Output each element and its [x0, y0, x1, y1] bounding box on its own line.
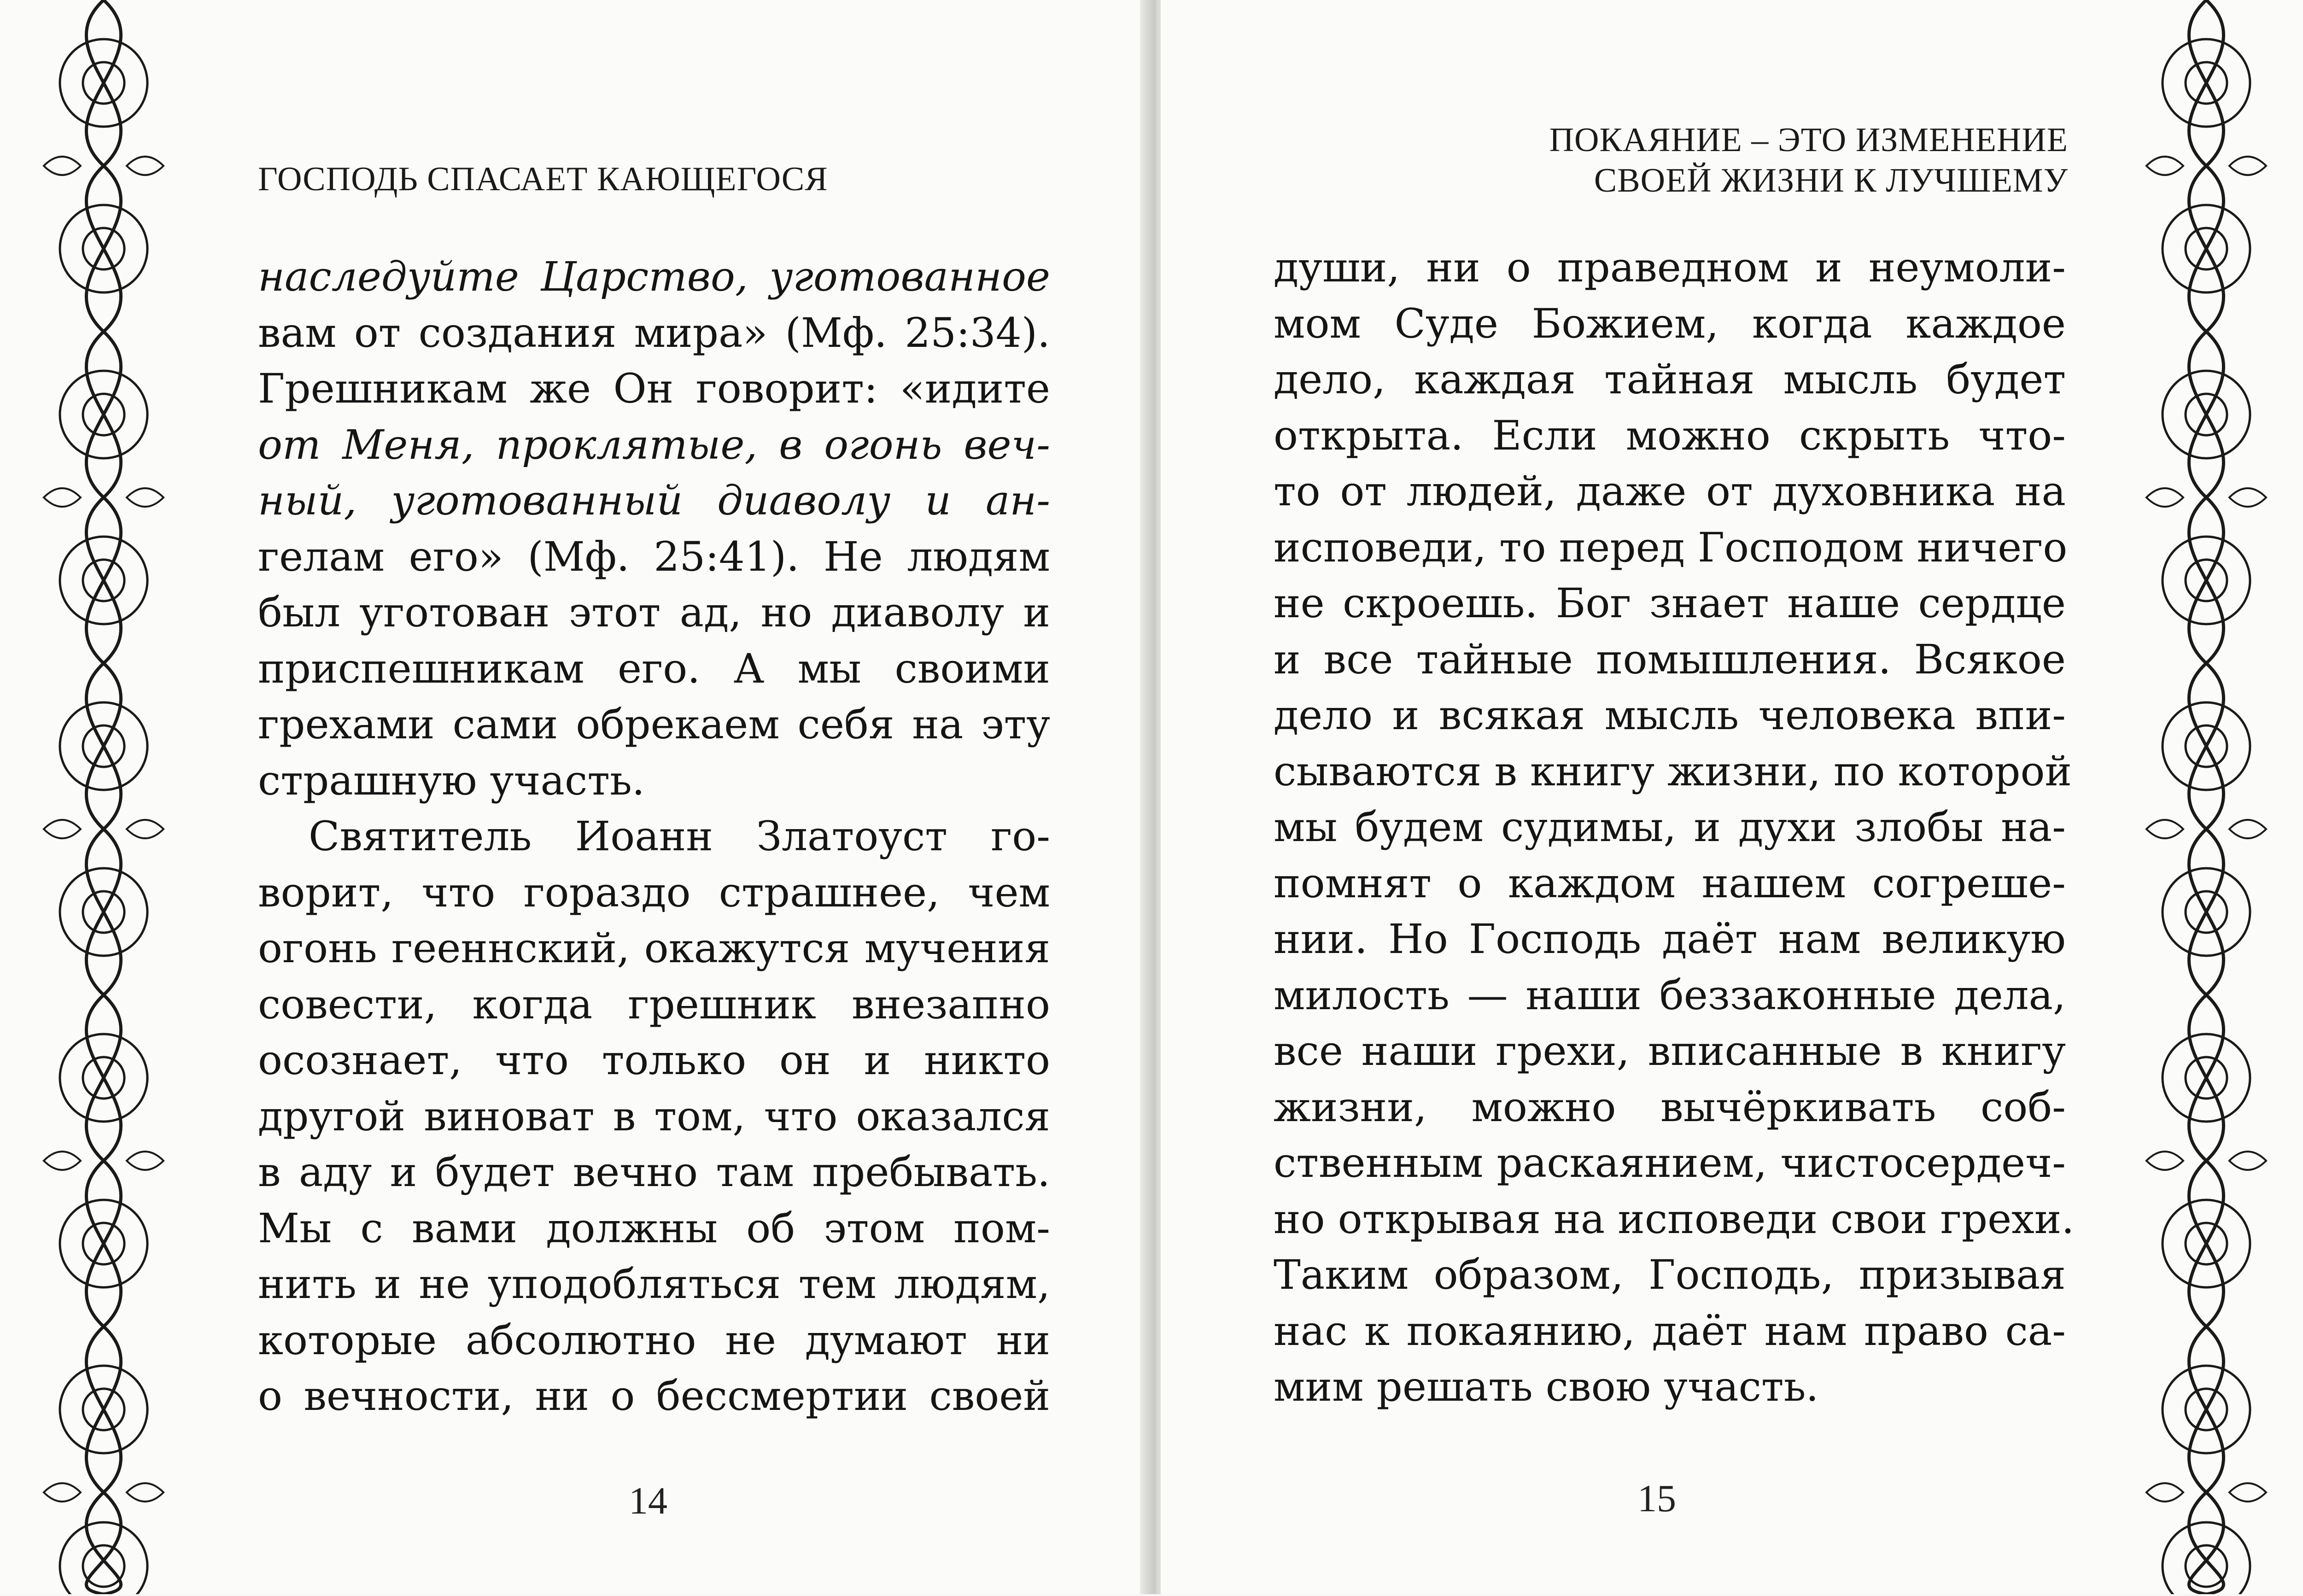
- text-line: исповеди, то перед Господом ничего: [1274, 523, 2068, 571]
- text-line: дело и всякая мысль человека впи-: [1274, 691, 2066, 739]
- left-running-head: ГОСПОДЬ СПАСАЕТ КАЮЩЕГОСЯ: [258, 160, 828, 198]
- text-line: Святитель Иоанн Златоуст го-: [309, 813, 1050, 860]
- right-running-head: [1474, 120, 2068, 201]
- text-line: совести, когда грешник внезапно: [258, 980, 1050, 1028]
- text-line: от Меня, проклятые, в огонь веч-: [258, 421, 1050, 468]
- text-line: огонь гееннский, окажутся мучения: [258, 924, 1050, 972]
- left-page-number: 14: [629, 1479, 667, 1522]
- text-line: приспешникам его. А мы своими: [258, 644, 1050, 692]
- right-ornamental-border: [2128, 0, 2285, 1594]
- text-line: души, ни о праведном и неумоли-: [1274, 244, 2066, 291]
- text-line: гелам его» (Мф. 25:41). Не людям: [258, 532, 1050, 580]
- text-line: в аду и будет вечно там пребывать.: [258, 1148, 1050, 1196]
- text-line: о вечности, ни о бессмертии своей: [258, 1372, 1050, 1420]
- running-head-line: СВОЕЙ ЖИЗНИ К ЛУЧШЕМУ: [1594, 162, 2068, 199]
- text-line: ственным раскаянием, чистосердеч-: [1274, 1139, 2066, 1187]
- right-page-number: 15: [1637, 1477, 1676, 1520]
- text-line: грехами сами обрекаем себя на эту: [258, 701, 1050, 748]
- text-line: мы будем судимы, и духи злобы на-: [1274, 803, 2066, 851]
- text-line: ный, уготованный диаволу и ан-: [258, 477, 1050, 524]
- text-line: нас к покаянию, даёт нам право са-: [1274, 1307, 2066, 1355]
- text-line: не скроешь. Бог знает наше сердце: [1274, 579, 2066, 627]
- text-line: то от людей, даже от духовника на: [1274, 468, 2066, 515]
- right-body-text: [1274, 240, 2075, 1415]
- text-line: Мы с вами должны об этом пом-: [258, 1204, 1050, 1252]
- left-ornamental-border: [25, 0, 182, 1594]
- text-line: нить и не уподобляться тем людям,: [258, 1260, 1050, 1308]
- vine-ornament-icon: [2128, 0, 2285, 1594]
- text-line: страшную участь.: [258, 756, 645, 804]
- text-line: милость — наши беззаконные дела,: [1274, 971, 2066, 1019]
- text-line: мом Суде Божием, когда каждое: [1274, 299, 2066, 347]
- text-line: которые абсолютно не думают ни: [258, 1316, 1050, 1364]
- left-page: [0, 0, 1147, 1594]
- text-line: мим решать свою участь.: [1274, 1363, 1819, 1410]
- running-head-line: ПОКАЯНИЕ – ЭТО ИЗМЕНЕНИЕ: [1549, 121, 2068, 159]
- text-line: и все тайные помышления. Всякое: [1274, 635, 2066, 683]
- text-line: ворит, что гораздо страшнее, чем: [258, 868, 1050, 916]
- text-line: помнят о каждом нашем согреше-: [1274, 859, 2066, 907]
- text-line: открыта. Если можно скрыть что-: [1274, 411, 2066, 459]
- text-line: наследуйте Царство, уготованное: [258, 253, 1050, 300]
- text-line: другой виноват в том, что оказался: [258, 1092, 1050, 1140]
- vine-ornament-icon: [25, 0, 182, 1594]
- text-line: все наши грехи, вписанные в книгу: [1274, 1027, 2066, 1075]
- text-line: жизни, можно вычёркивать соб-: [1274, 1083, 2066, 1131]
- text-line: Грешникам же Он говорит: «идите: [258, 365, 1050, 412]
- text-line: но открывая на исповеди свои грехи.: [1274, 1195, 2075, 1243]
- text-line: сываются в книгу жизни, по которой: [1274, 747, 2072, 795]
- text-line: Таким образом, Господь, призывая: [1274, 1251, 2066, 1298]
- text-line: был уготован этот ад, но диаволу и: [258, 589, 1050, 636]
- left-body-text: [258, 249, 1050, 1424]
- text-line: осознает, что только он и никто: [258, 1036, 1050, 1084]
- text-line: нии. Но Господь даёт нам великую: [1274, 915, 2066, 963]
- text-line: вам от создания мира» (Мф. 25:34).: [258, 309, 1050, 357]
- text-line: дело, каждая тайная мысль будет: [1274, 356, 2066, 403]
